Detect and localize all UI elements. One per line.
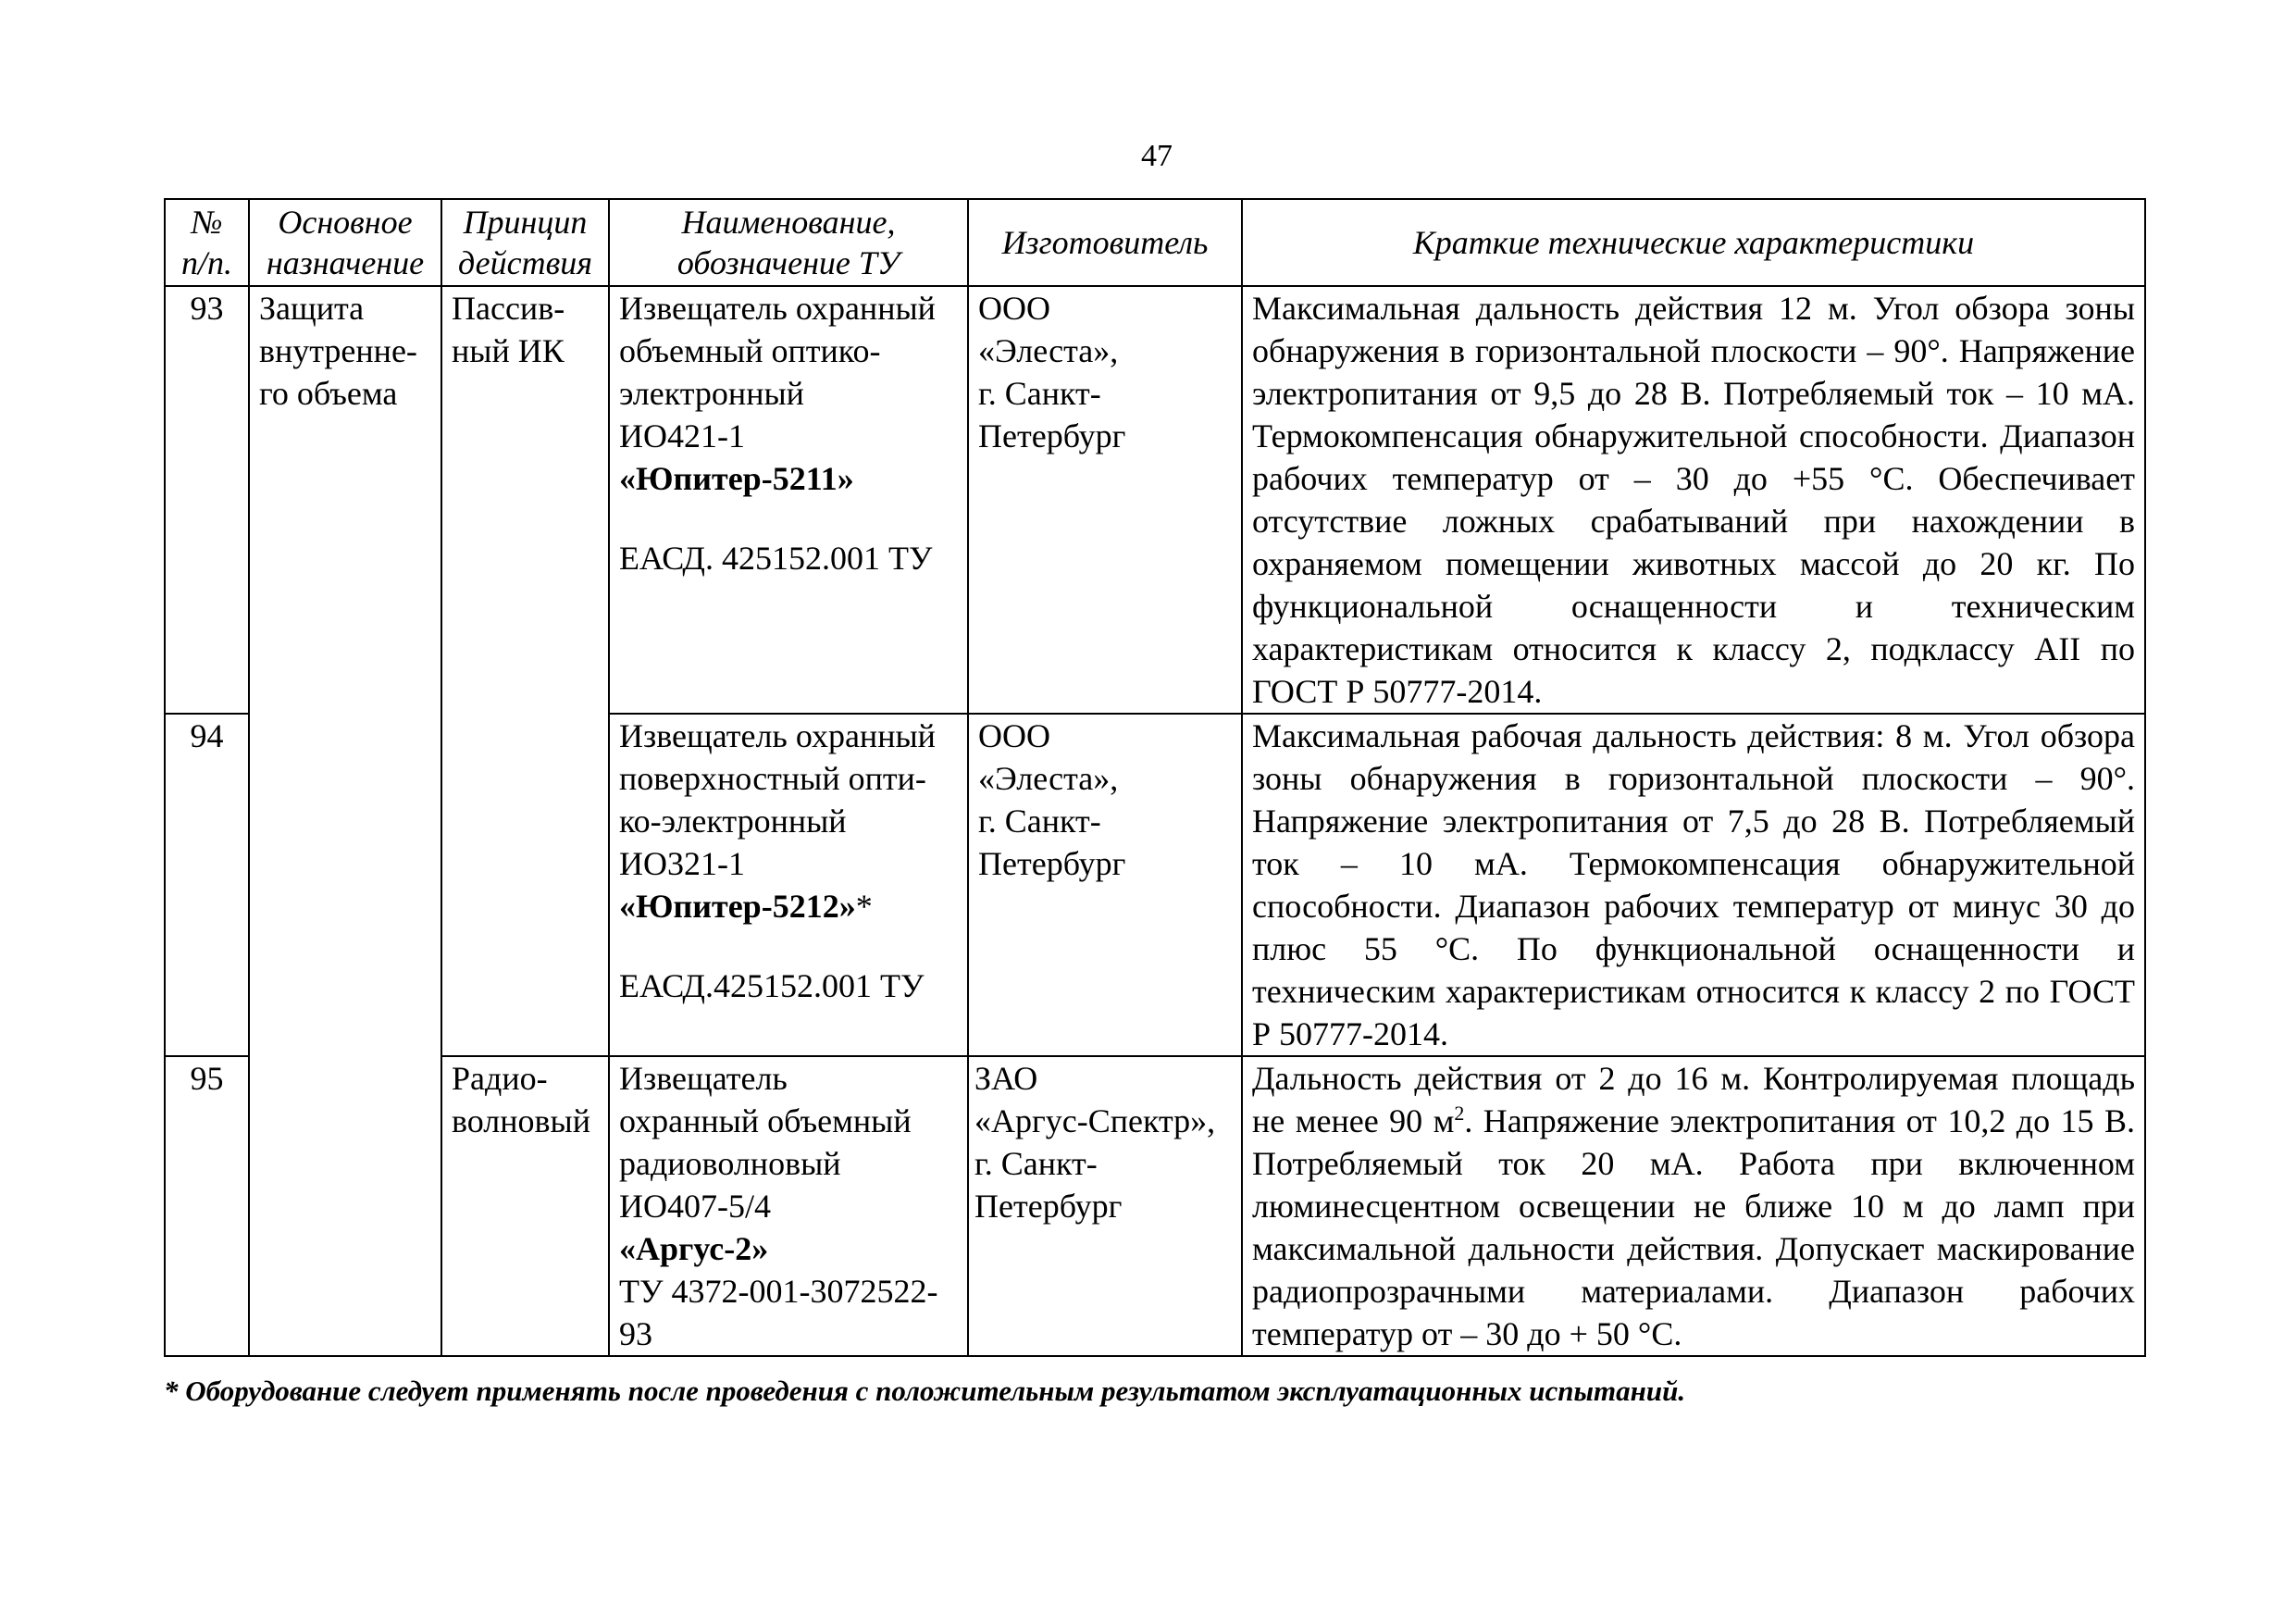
- superscript-exponent: 2: [1454, 1101, 1465, 1125]
- name-line: охранный объемный: [619, 1102, 912, 1139]
- principle-cell: [441, 1056, 609, 1356]
- header-name-line2: обозначение ТУ: [676, 244, 900, 281]
- equipment-table: [164, 198, 2146, 1357]
- header-principle-line1: Принцип: [463, 204, 588, 241]
- model-line: [619, 1227, 958, 1270]
- name-cell: [609, 286, 968, 714]
- table-row: [165, 286, 2145, 714]
- name-line: электронный: [619, 375, 804, 412]
- name-cell: [609, 714, 968, 1056]
- footnote: * Оборудование следует применять после проведения с положительным результатом эксплуатационных испытаний.: [164, 1375, 1686, 1407]
- header-characteristics: Краткие технические характеристики: [1242, 199, 2145, 286]
- row-number: 93: [165, 286, 249, 714]
- header-purpose: [249, 199, 441, 286]
- header-principle-line2: действия: [458, 244, 592, 281]
- manufacturer-line: «Элеста»,: [978, 760, 1119, 797]
- manufacturer-cell: [968, 714, 1242, 1056]
- manufacturer-line: ООО: [978, 290, 1050, 327]
- name-line: Извещатель охранный: [619, 717, 936, 754]
- characteristics-text: Дальность действия от 2 до 16 м. Контролируемая площадь не менее 90 м: [1252, 1060, 2135, 1139]
- manufacturer-line: г. Санкт-: [978, 803, 1101, 840]
- principle-line: ный ИК: [452, 332, 565, 369]
- purpose-line: внутренне-: [259, 332, 417, 369]
- characteristics-cell: Максимальная дальность действия 12 м. Угол обзора зоны обнаружения в горизонтальной плоскости – 90°. Напряжение электропитания от 9,5 до 28 В. Потребляемый ток – 10 мА. Термокомпенсация обнаружительной способности. Диапазон рабочих температур от – 30 до +55 °С. Обеспечивает отсутствие ложных срабатываний при нахождении в охраняемом помещении животных массой до 20 кг. По функциональной оснащенности и техническим характеристикам относится к классу 2, подклассу АII по ГОСТ Р 50777-2014.: [1242, 286, 2145, 714]
- manufacturer-cell: [968, 1056, 1242, 1356]
- manufacturer-cell: [968, 286, 1242, 714]
- characteristics-text: . Напряжение электропитания от 10,2 до 15 В. Потребляемый ток 20 мА. Работа при включенном люминесцентном освещении не ближе 10 м до ламп при максимальной дальности действия. Допускает маскирование радиопрозрачными материалами. Диапазон рабочих температур от – 30 до + 50 °С.: [1252, 1102, 2135, 1352]
- name-line: поверхностный опти-: [619, 760, 926, 797]
- name-line: ИО421-1: [619, 417, 745, 454]
- model-name: «Юпитер-5212»: [619, 888, 856, 925]
- manufacturer-line: Петербург: [978, 845, 1126, 882]
- model-line: [619, 885, 958, 927]
- model-name: «Юпитер-5211»: [619, 460, 854, 497]
- principle-line: волновый: [452, 1102, 590, 1139]
- header-manufacturer: Изготовитель: [968, 199, 1242, 286]
- header-purpose-line2: назначение: [266, 244, 425, 281]
- characteristics-cell: Максимальная рабочая дальность действия: 8 м. Угол обзора зоны обнаружения в горизонтальной плоскости – 90°. Напряжение электропитания от 7,5 до 28 В. Потребляемый ток – 10 мА. Термокомпенсация обнаружительной способности. Диапазон рабочих температур от минус 30 до плюс 55 °С. По функциональной оснащенности и техническим характеристикам относится к классу 2 по ГОСТ Р 50777-2014.: [1242, 714, 2145, 1056]
- manufacturer-line: г. Санкт-: [974, 1145, 1098, 1182]
- manufacturer-line: Петербург: [974, 1188, 1123, 1225]
- name-line: Извещатель: [619, 1060, 788, 1097]
- name-line: Извещатель охранный: [619, 290, 936, 327]
- manufacturer-line: ЗАО: [974, 1060, 1038, 1097]
- purpose-line: Защита: [259, 290, 365, 327]
- row-number: 95: [165, 1056, 249, 1356]
- manufacturer-line: Петербург: [978, 417, 1126, 454]
- purpose-line: го объема: [259, 375, 398, 412]
- spec-designation: 93: [619, 1315, 652, 1352]
- model-name: «Аргус-2»: [619, 1230, 769, 1267]
- name-cell: [609, 1056, 968, 1356]
- model-line: [619, 457, 958, 500]
- row-number: 94: [165, 714, 249, 1056]
- name-line: радиоволновый: [619, 1145, 841, 1182]
- header-number: [165, 199, 249, 286]
- principle-cell: [441, 286, 609, 1056]
- name-line: объемный оптико-: [619, 332, 881, 369]
- manufacturer-line: «Аргус-Спектр»,: [974, 1102, 1216, 1139]
- manufacturer-line: г. Санкт-: [978, 375, 1101, 412]
- model-suffix: *: [855, 888, 873, 925]
- header-name-line1: Наименование,: [681, 204, 896, 241]
- header-purpose-line1: Основное: [278, 204, 413, 241]
- page-number: 47: [1141, 139, 1173, 173]
- spec-designation: ТУ 4372-001-3072522-: [619, 1273, 938, 1310]
- principle-line: Радио-: [452, 1060, 548, 1097]
- name-line: ко-электронный: [619, 803, 847, 840]
- header-number-line2: п/п.: [180, 244, 232, 281]
- purpose-cell: [249, 286, 441, 1356]
- header-principle: [441, 199, 609, 286]
- spec-designation: ЕАСД. 425152.001 ТУ: [619, 540, 933, 577]
- characteristics-cell: [1242, 1056, 2145, 1356]
- header-number-line1: №: [191, 204, 223, 241]
- manufacturer-line: ООО: [978, 717, 1050, 754]
- spec-designation: ЕАСД.425152.001 ТУ: [619, 967, 925, 1004]
- name-line: ИО321-1: [619, 845, 745, 882]
- principle-line: Пассив-: [452, 290, 565, 327]
- name-line: ИО407-5/4: [619, 1188, 771, 1225]
- header-name: [609, 199, 968, 286]
- manufacturer-line: «Элеста»,: [978, 332, 1119, 369]
- table-row: [165, 1056, 2145, 1356]
- table-header-row: [165, 199, 2145, 286]
